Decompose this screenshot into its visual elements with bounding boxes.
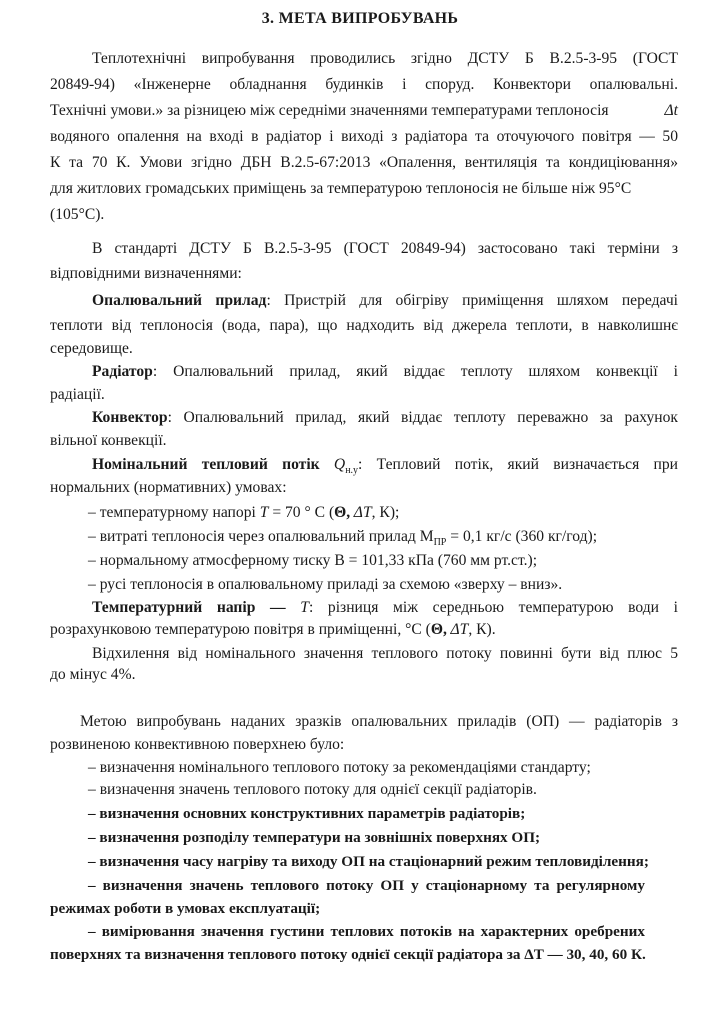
paragraph-1-close: ).	[95, 206, 105, 223]
definition-heater-text: : Пристрій для обігріву приміщення шляхом передачі	[266, 292, 678, 309]
goal-bold-5-cont: поверхнях та визначення теплового потоку однієї секції радіатора за ΔT — 30, 40, 60 К.	[50, 946, 646, 963]
definition-heater-line-2: теплоти від теплоносія (вода, пара), що надходить від джерела теплоти, в навколишнє	[50, 317, 678, 334]
paragraph-1-line-5: К та 70 К. Умови згідно ДБН В.2.5-67:2013 «Опалення, вентиляція та кондиціювання»	[50, 154, 678, 171]
paragraph-1-line-7	[50, 205, 678, 225]
term-radiator: Радіатор	[92, 363, 153, 380]
definition-convector-line-2: вільної конвекції.	[50, 432, 167, 449]
definition-radiator-text: : Опалювальний прилад, який віддає теплоту шляхом конвекції і	[152, 363, 678, 380]
term-convector: Конвектор	[92, 409, 168, 426]
term-temp-head: Температурний напір —	[92, 599, 286, 616]
definition-temp-head-close: , К).	[468, 621, 496, 638]
goal-bold-4-cont: режимах роботи в умовах експлуатації;	[50, 900, 321, 917]
degree-celsius: °C	[614, 180, 632, 197]
goal-plain-1: – визначення номінального теплового потоку за рекомендаціями стандарту;	[88, 759, 591, 776]
paragraph-2-line-1: В стандарті ДСТУ Б В.2.5-3-95 (ГОСТ 20849-94) застосовано такі терміни з	[92, 240, 678, 257]
goal-bold-1: – визначення основних конструктивних параметрів радіаторів;	[88, 805, 526, 822]
term-nominal-flow: Номінальний тепловий потік	[92, 456, 320, 473]
paragraph-1-line-6	[50, 179, 678, 199]
paragraph-2-line-2: відповідними визначеннями:	[50, 265, 242, 282]
symbol-q: Q	[333, 456, 346, 473]
paragraph-1-line-3	[50, 101, 678, 121]
definition-convector-text: : Опалювальний прилад, який віддає теплоту переважно за рахунок	[167, 409, 678, 426]
condition-item-2	[88, 527, 597, 553]
goal-bold-2: – визначення розподілу температури на зовнішніх поверхнях ОП;	[88, 829, 541, 846]
paragraph-4-line-1: Метою випробувань наданих зразків опалювальних приладів (ОП) — радіаторів з	[80, 713, 678, 730]
definition-temp-head-line-2-text: розрахунковою температурою повітря в приміщенні, °С (	[50, 621, 431, 638]
symbol-theta: Θ,	[334, 504, 351, 521]
term-heater: Опалювальний прилад	[92, 292, 267, 309]
paragraph-1-line-3-text: Технічні умови.» за різницею між середніми значеннями температурами теплоносія	[50, 102, 609, 119]
condition-1-text-3: , К);	[371, 504, 400, 521]
paragraph-1-line-6-text: для житлових громадських приміщень за температурою теплоносія не більше ніж 95	[50, 180, 615, 197]
symbol-t-2: T	[300, 599, 309, 616]
symbol-delta-t: ΔT	[350, 504, 372, 521]
definition-heater-line-3: середовище.	[50, 340, 133, 357]
condition-item-3: – нормальному атмосферному тиску В = 101,33 кПа (760 мм рт.ст.);	[88, 552, 538, 569]
definition-temp-head	[92, 598, 678, 618]
goal-plain-2: – визначення значень теплового потоку для однієї секції радіаторів.	[88, 781, 537, 798]
condition-2-subscript: ПР	[433, 537, 447, 549]
symbol-t: T	[259, 504, 269, 521]
condition-item-1	[88, 503, 399, 523]
paragraph-3-line-1: Відхилення від номінального значення теплового потоку повинні бути від плюс 5	[92, 645, 678, 662]
goal-bold-4: – визначення значень теплового потоку ОП у стаціонарному та регулярному	[88, 877, 645, 894]
definition-temp-head-text: : різниця між середньою температурою води і	[308, 599, 678, 616]
paragraph-1-line-2: 20849-94) «Інженерне обладнання будинків і споруд. Конвектори опалювальні.	[50, 76, 678, 93]
goal-bold-5: – вимірювання значення густини теплових потоків на характерних оребрених	[88, 923, 645, 940]
definition-temp-head-line-2	[50, 620, 678, 640]
definition-heater	[92, 291, 678, 311]
paragraph-1-line-1: Теплотехнічні випробування проводились згідно ДСТУ Б В.2.5-3-95 (ГОСТ	[92, 50, 678, 67]
definition-convector	[92, 408, 678, 428]
paragraph-1-line-4: водяного опалення на вході в радіатор і виході з радіатора та оточуючого повітря — 50	[50, 128, 678, 145]
condition-2-text-2: = 0,1 кг/с (360 кг/год);	[446, 528, 598, 545]
condition-1-text: – температурному напорі	[88, 504, 260, 521]
delta-t-symbol: Δt	[664, 102, 678, 119]
symbol-q-subscript: н.у	[345, 465, 359, 477]
paragraph-1-line-7-text: (105	[50, 206, 79, 223]
paragraph-3-line-2: до мінус 4%.	[50, 666, 136, 683]
condition-item-4: – русі теплоносія в опалювальному приладі за схемою «зверху – вниз».	[88, 576, 563, 593]
definition-nominal-flow-text: : Тепловий потік, який визначається при	[358, 456, 678, 473]
degree-celsius-2: °C	[78, 206, 96, 223]
condition-2-text: – витраті теплоносія через опалювальний прилад М	[88, 528, 434, 545]
section-title: 3. МЕТА ВИПРОБУВАНЬ	[261, 10, 459, 27]
goal-bold-3: – визначення часу нагріву та виходу ОП на стаціонарний режим тепловиділення;	[88, 853, 649, 870]
condition-1-text-2: = 70 ° С (	[268, 504, 335, 521]
symbol-delta-t-2: ΔT	[446, 621, 469, 638]
definition-radiator-line-2: радіації.	[50, 386, 105, 403]
definition-nominal-flow-line-2: нормальних (нормативних) умовах:	[50, 479, 287, 496]
definition-radiator	[92, 362, 678, 382]
symbol-theta-2: Θ,	[430, 621, 447, 638]
paragraph-4-line-2: розвиненою конвективною поверхнею було:	[50, 736, 345, 753]
